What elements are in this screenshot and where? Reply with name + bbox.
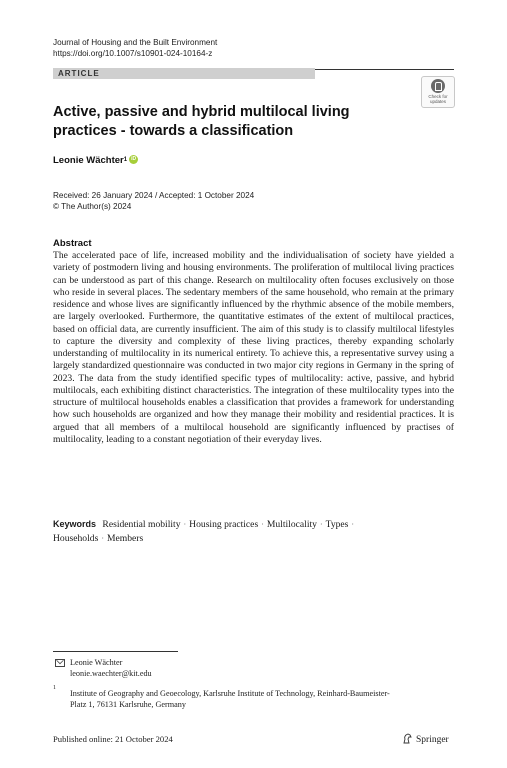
abstract-text: The accelerated pace of life, increased mobility and the individualisation of society have yielded a variety of postmodern living and housing environments. The proliferation of multilocal living practices can be understood as part of this change. Research on multilocality often focuses exclusively on those who reside in several places. The sedentary members of the same household, who remain at the primary residence and whose lives are significantly influenced by the rhythmic absence of the mobile members, are largely overlooked. Furthermore, the quantitative estimates of the extent of multilocal practices, based on official data, are currently insufficient. The aim of this study is to classify multilocal lifestyles to capture the diversity and complexity of these living practices, thereby expanding scholarly understanding of multilocality in its numerical entirety. To achieve this, a representative survey using a largely standardized questionnaire was conducted in two major city regions in Germany in the spring of 2023. The data from the study identified specific types of multilocality: active, passive, and hybrid multilocals, each exhibiting distinct characteristics. The integration of these multilocality types into the structure of multilocal households enables a classification that provides a framework for understanding how such households are organized and how they manage their mobility and residential practices. It is argued that all members of a multilocal household are significantly influenced by practises of multilocality, leading to a constant negotiation of their everyday lives. bbox=[53, 250, 454, 445]
publisher-logo bbox=[402, 733, 449, 746]
check-for-updates-badge[interactable] bbox=[421, 76, 455, 108]
publisher-name: Springer bbox=[416, 735, 449, 745]
check-for-updates-icon bbox=[431, 79, 445, 93]
article-type-label: ARTICLE bbox=[58, 69, 100, 78]
keyword: Residential mobility bbox=[102, 519, 181, 530]
keyword-separator: · bbox=[101, 534, 104, 543]
keyword-separator: · bbox=[319, 520, 323, 529]
keyword-separator: · bbox=[261, 520, 264, 529]
author-line bbox=[53, 155, 138, 167]
author-name: Leonie Wächter bbox=[53, 155, 124, 166]
contact-email[interactable]: leonie.waechter@kit.edu bbox=[70, 669, 152, 678]
copyright-notice: © The Author(s) 2024 bbox=[53, 202, 132, 211]
affiliation-text: Institute of Geography and Geoecology, Karlsruhe Institute of Technology, Reinhard-Baumeister-Platz 1, 76131 Karlsruhe, Germany bbox=[70, 689, 390, 709]
check-for-updates-label: Check for updates bbox=[428, 94, 448, 104]
contact-name: Leonie Wächter bbox=[70, 658, 123, 667]
author-affiliation-mark: 1 bbox=[123, 157, 128, 163]
keywords-line bbox=[53, 517, 454, 546]
envelope-icon bbox=[55, 659, 65, 667]
journal-name: Journal of Housing and the Built Environment bbox=[53, 38, 218, 47]
keyword: Members bbox=[106, 533, 144, 544]
affiliation-number: 1 bbox=[53, 685, 56, 691]
keywords-label: Keywords bbox=[53, 519, 97, 529]
keyword-separator: · bbox=[351, 520, 355, 529]
keyword-separator: · bbox=[183, 520, 187, 529]
doi-link[interactable]: https://doi.org/10.1007/s10901-024-10164-z bbox=[53, 49, 213, 58]
header-rule bbox=[315, 69, 454, 70]
keyword: Households bbox=[53, 533, 99, 544]
footnote-rule bbox=[53, 651, 178, 652]
springer-horse-icon bbox=[402, 733, 413, 744]
paper-title: Active, passive and hybrid multilocal living practices - towards a classification bbox=[53, 104, 350, 139]
orcid-icon[interactable] bbox=[129, 155, 138, 164]
abstract-heading: Abstract bbox=[53, 238, 92, 249]
keyword: Housing practices bbox=[189, 519, 259, 530]
keyword: Multilocality bbox=[266, 519, 317, 530]
keyword: Types bbox=[325, 519, 349, 530]
published-date: Published online: 21 October 2024 bbox=[53, 734, 173, 744]
received-dates: Received: 26 January 2024 / Accepted: 1 October 2024 bbox=[53, 191, 255, 200]
